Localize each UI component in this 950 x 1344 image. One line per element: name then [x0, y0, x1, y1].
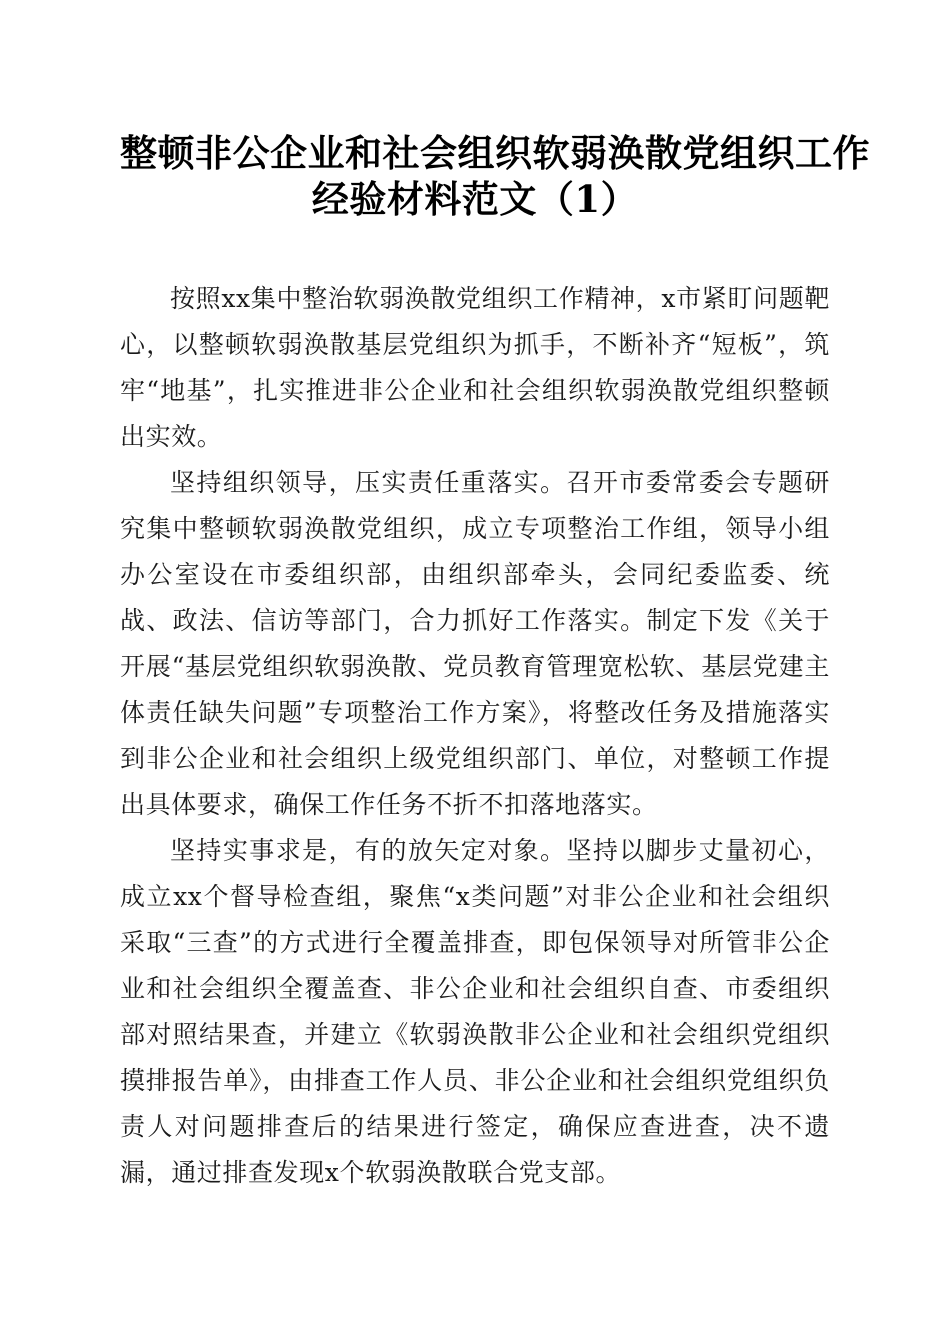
document-title — [120, 130, 870, 222]
title-line-1: 整顿非公企业和社会组织软弱涣散党组织工作 — [120, 131, 870, 175]
paragraph-organizational-leadership: 坚持组织领导，压实责任重落实。召开市委常委会专题研究集中整顿软弱涣散党组织，成立专项整治工作组，领导小组办公室设在市委组织部，由组织部牵头，会同纪委监委、统战、政法、信访等部门，合力抓好工作落实。制定下发《关于开展“基层党组织软弱涣散、党员教育管理宽松软、基层党建主体责任缺失问题”专项整治工作方案》，将整改任务及措施落实到非公企业和社会组织上级党组织部门、单位，对整顿工作提出具体要求，确保工作任务不折不扣落地落实。 — [120, 468, 830, 819]
paragraph-intro: 按照xx集中整治软弱涣散党组织工作精神，x市紧盯问题靶心，以整顿软弱涣散基层党组织为抓手，不断补齐“短板”，筑牢“地基”，扎实推进非公企业和社会组织软弱涣散党组织整顿出实效。 — [120, 284, 830, 451]
document-body — [120, 276, 830, 1196]
paragraph-seek-truth-from-facts: 坚持实事求是，有的放矢定对象。坚持以脚步丈量初心，成立xx个督导检查组，聚焦“x类问题”对非公企业和社会组织采取“三查”的方式进行全覆盖排查，即包保领导对所管非公企业和社会组织全覆盖查、非公企业和社会组织自查、市委组织部对照结果查，并建立《软弱涣散非公企业和社会组织党组织摸排报告单》，由排查工作人员、非公企业和社会组织党组织负责人对问题排查后的结果进行签定，确保应查进查，决不遗漏，通过排查发现x个软弱涣散联合党支部。 — [120, 836, 830, 1187]
title-line-2: 经验材料范文（1） — [311, 177, 639, 221]
